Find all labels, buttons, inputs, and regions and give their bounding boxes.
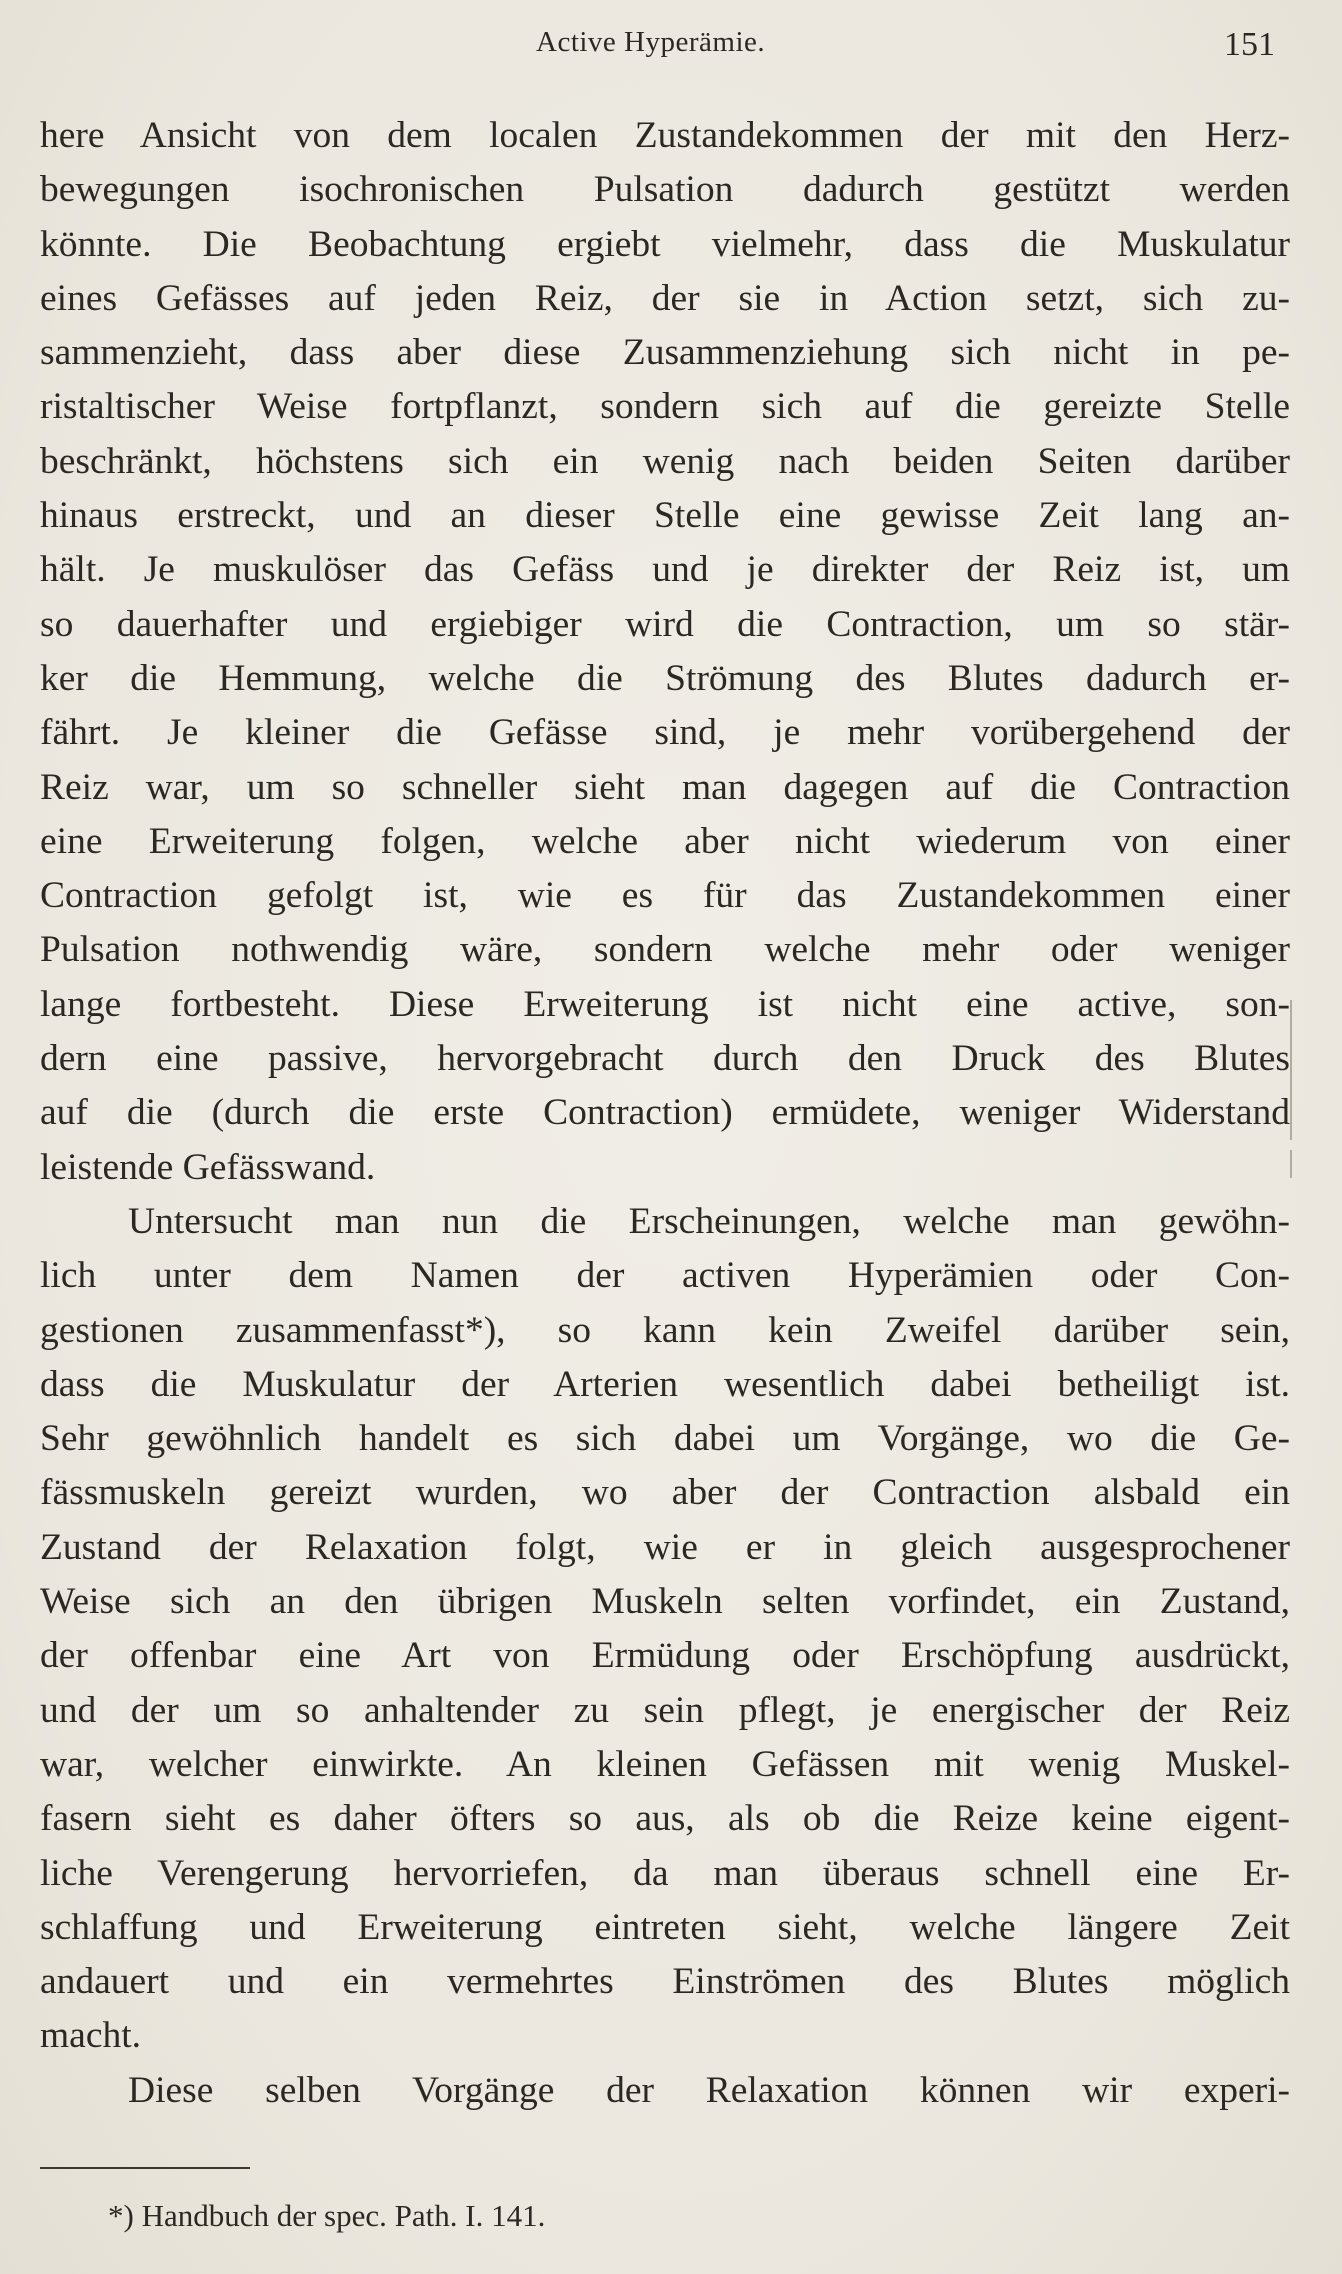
paragraph-first-line: Diese selben Vorgänge der Relaxation können wir experi- bbox=[128, 2069, 1290, 2111]
paragraph-first-line: Untersucht man nun die Erscheinungen, welche man gewöhn- bbox=[128, 1200, 1290, 1242]
text-line: ristaltischer Weise fortpflanzt, sondern sich auf die gereizte Stelle bbox=[40, 386, 1290, 428]
margin-mark bbox=[1290, 1150, 1292, 1178]
text-line: sammenzieht, dass aber diese Zusammenziehung sich nicht in pe- bbox=[40, 332, 1290, 374]
footnote: *) Handbuch der spec. Path. I. 141. bbox=[108, 2198, 546, 2233]
text-line: Reiz war, um so schneller sieht man dagegen auf die Contraction bbox=[40, 766, 1290, 808]
text-line: macht. bbox=[40, 2015, 142, 2057]
text-line: fasern sieht es daher öfters so aus, als ob die Reize keine eigent- bbox=[40, 1798, 1290, 1840]
text-line: ker die Hemmung, welche die Strömung des Blutes dadurch er- bbox=[40, 657, 1290, 699]
text-line: hält. Je muskulöser das Gefäss und je direkter der Reiz ist, um bbox=[40, 549, 1290, 591]
text-line: beschränkt, höchstens sich ein wenig nach beiden Seiten darüber bbox=[40, 440, 1290, 482]
text-line: bewegungen isochronischen Pulsation dadurch gestützt werden bbox=[40, 169, 1290, 211]
text-line: war, welcher einwirkte. An kleinen Gefässen mit wenig Muskel- bbox=[40, 1743, 1290, 1785]
text-line: hinaus erstreckt, und an dieser Stelle eine gewisse Zeit lang an- bbox=[40, 495, 1290, 537]
text-line: dass die Muskulatur der Arterien wesentlich dabei betheiligt ist. bbox=[40, 1363, 1290, 1405]
text-line: lich unter dem Namen der activen Hyperämien oder Con- bbox=[40, 1255, 1290, 1297]
text-line: so dauerhafter und ergiebiger wird die Contraction, um so stär- bbox=[40, 603, 1290, 645]
text-line: könnte. Die Beobachtung ergiebt vielmehr, dass die Muskulatur bbox=[40, 223, 1290, 265]
text-line: eine Erweiterung folgen, welche aber nicht wiederum von einer bbox=[40, 820, 1290, 862]
text-line: Contraction gefolgt ist, wie es für das Zustandekommen einer bbox=[40, 875, 1290, 917]
text-line: andauert und ein vermehrtes Einströmen des Blutes möglich bbox=[40, 1961, 1290, 2003]
text-line: fährt. Je kleiner die Gefässe sind, je mehr vorübergehend der bbox=[40, 712, 1290, 754]
text-line: Pulsation nothwendig wäre, sondern welche mehr oder weniger bbox=[40, 929, 1290, 971]
text-line: schlaffung und Erweiterung eintreten sieht, welche längere Zeit bbox=[40, 1906, 1290, 1948]
text-line: liche Verengerung hervorriefen, da man überaus schnell eine Er- bbox=[40, 1852, 1290, 1894]
text-line: eines Gefässes auf jeden Reiz, der sie in Action setzt, sich zu- bbox=[40, 277, 1290, 319]
page-number: 151 bbox=[1224, 26, 1275, 63]
text-line: fässmuskeln gereizt wurden, wo aber der Contraction alsbald ein bbox=[40, 1472, 1290, 1514]
text-line: Weise sich an den übrigen Muskeln selten vorfindet, ein Zustand, bbox=[40, 1581, 1290, 1623]
text-line: here Ansicht von dem localen Zustandekommen der mit den Herz- bbox=[40, 115, 1290, 156]
text-line: der offenbar eine Art von Ermüdung oder Erschöpfung ausdrückt, bbox=[40, 1635, 1290, 1677]
margin-mark bbox=[1290, 1000, 1292, 1140]
footnote-rule bbox=[40, 2167, 250, 2169]
running-title: Active Hyperämie. bbox=[536, 26, 766, 58]
text-line: Sehr gewöhnlich handelt es sich dabei um Vorgänge, wo die Ge- bbox=[40, 1418, 1290, 1460]
text-line: lange fortbesteht. Diese Erweiterung ist nicht eine active, son- bbox=[40, 983, 1290, 1025]
text-line: auf die (durch die erste Contraction) ermüdete, weniger Widerstand bbox=[40, 1092, 1290, 1134]
text-line: leistende Gefässwand. bbox=[40, 1146, 376, 1188]
text-line: gestionen zusammenfasst*), so kann kein Zweifel darüber sein, bbox=[40, 1309, 1290, 1351]
running-header bbox=[0, 22, 1342, 82]
text-line: Zustand der Relaxation folgt, wie er in gleich ausgesprochener bbox=[40, 1526, 1290, 1568]
body-text bbox=[40, 109, 1290, 2118]
text-line: und der um so anhaltender zu sein pflegt, je energischer der Reiz bbox=[40, 1689, 1290, 1731]
text-line: dern eine passive, hervorgebracht durch den Druck des Blutes bbox=[40, 1038, 1290, 1080]
